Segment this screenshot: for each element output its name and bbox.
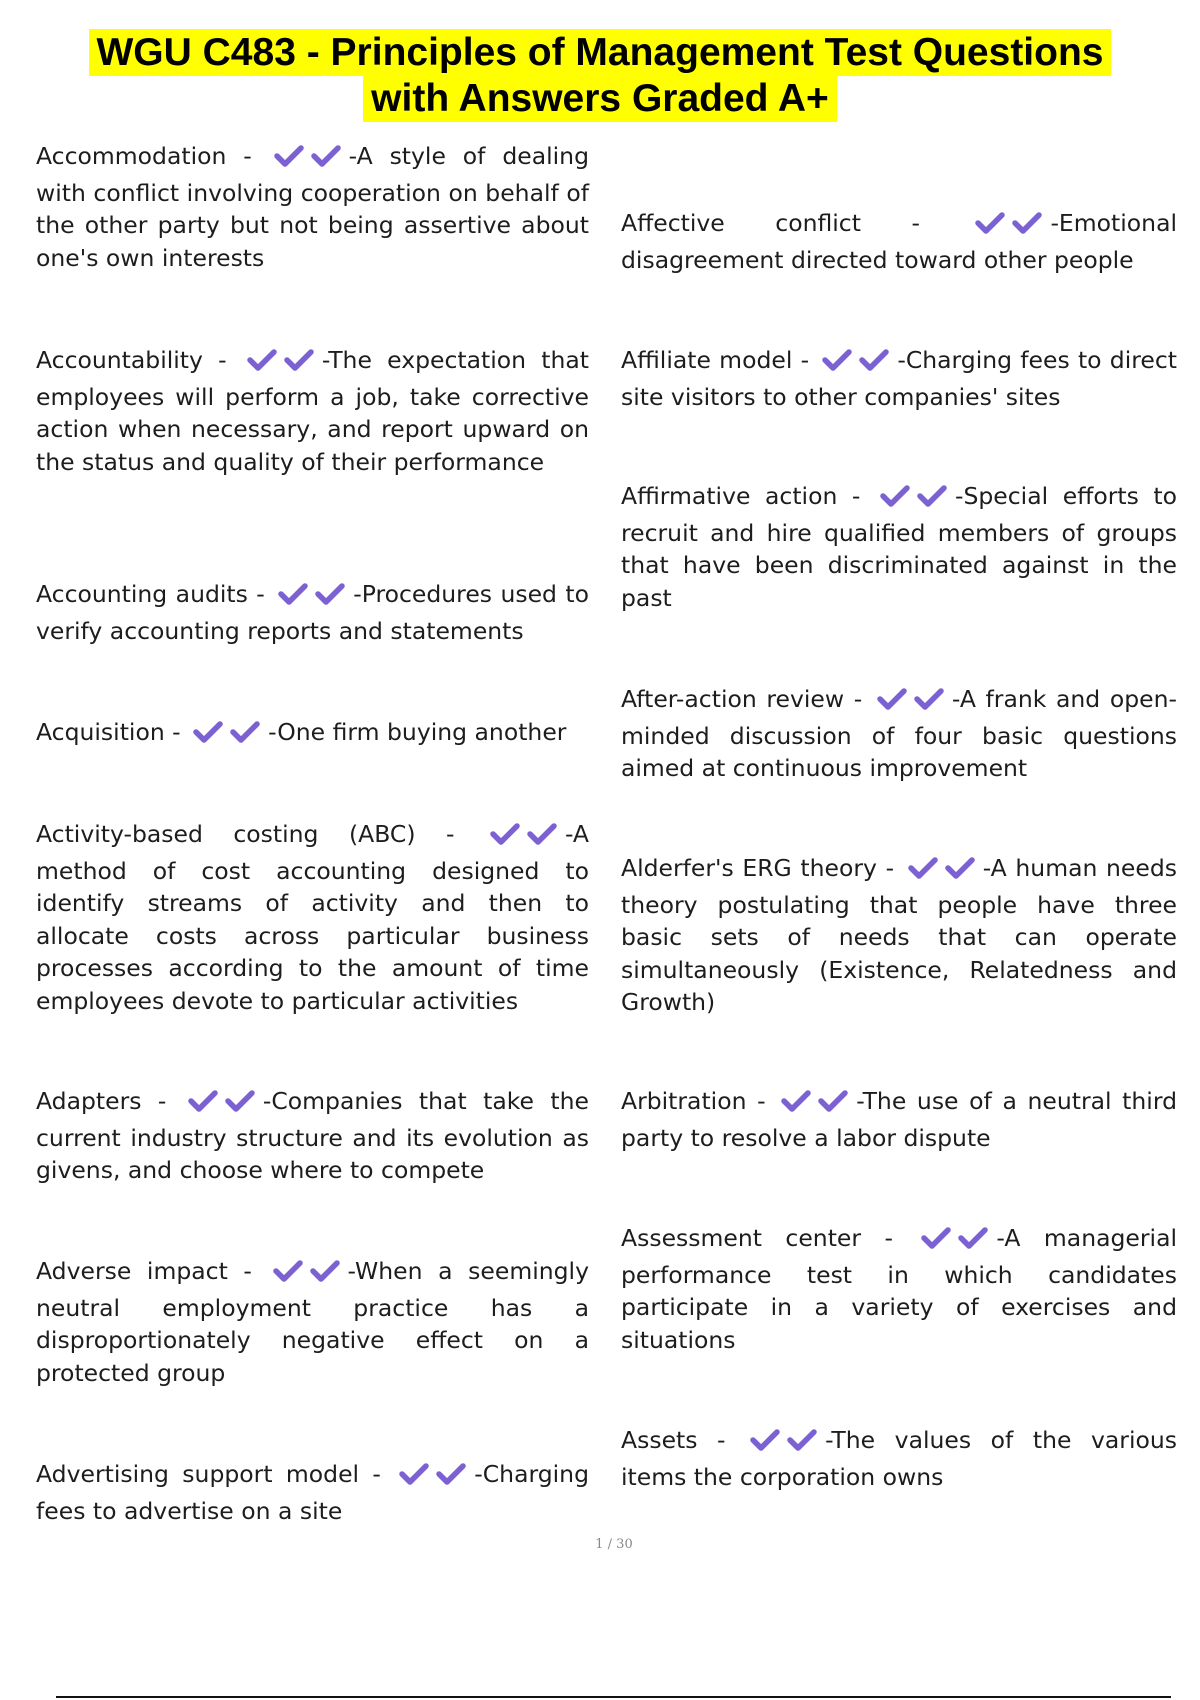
entry-definition: -Charging fees to advertise on a site <box>36 1460 589 1525</box>
entry-term: Arbitration - <box>621 1087 777 1115</box>
flashcard-entry <box>621 344 1177 413</box>
flashcard-entry <box>36 716 589 753</box>
checkmark-icon <box>489 822 563 855</box>
checkmark-icon <box>749 1428 823 1461</box>
entry-term: Advertising support model - <box>36 1460 395 1488</box>
checkmark-icon <box>907 856 981 889</box>
entry-definition: -The use of a neutral third party to resolve a labor dispute <box>621 1087 1177 1152</box>
entry-term: Acquisition - <box>36 718 189 746</box>
entry-definition: -When a seemingly neutral employment practice has a disproportionately negative effect on a protected group <box>36 1257 589 1387</box>
flashcard-entry <box>36 1458 589 1527</box>
entry-term: Affirmative action - <box>621 482 875 510</box>
flashcard-entry <box>621 1222 1177 1356</box>
flashcard-entry <box>621 852 1177 1019</box>
entry-definition: -One firm buying another <box>268 718 567 746</box>
entry-definition: -The values of the various items the corporation owns <box>621 1426 1177 1491</box>
flashcard-entry <box>621 480 1177 614</box>
checkmark-icon <box>246 348 320 381</box>
entry-definition: -Special efforts to recruit and hire qualified members of groups that have been discriminated against in the past <box>621 482 1178 612</box>
entry-term: Activity-based costing (ABC) - <box>36 820 485 848</box>
title-line-1: WGU C483 - Principles of Management Test Questions <box>89 29 1112 76</box>
entry-term: Assessment center - <box>621 1224 917 1252</box>
entry-definition: -Emotional disagreement directed toward other people <box>621 209 1177 274</box>
checkmark-icon <box>398 1462 472 1495</box>
checkmark-icon <box>277 582 351 615</box>
checkmark-icon <box>821 348 895 381</box>
flashcard-entry <box>36 344 589 478</box>
page-title <box>0 30 1200 122</box>
flashcard-entry <box>621 207 1177 276</box>
flashcard-entry <box>36 1255 589 1389</box>
entry-definition: -A method of cost accounting designed to identify streams of activity and then to allocate costs across particular business processes according to the amount of time employees devote to particular activities <box>36 820 589 1015</box>
checkmark-icon <box>974 211 1048 244</box>
entry-term: Accounting audits - <box>36 580 274 608</box>
entry-term: Accommodation - <box>36 142 269 170</box>
entry-definition: -Companies that take the current industry structure and its evolution as givens, and choose where to compete <box>36 1087 589 1184</box>
checkmark-icon <box>879 484 953 517</box>
flashcard-entry <box>621 1085 1177 1154</box>
entry-definition: -A human needs theory postulating that people have three basic sets of needs that can operate simultaneously (Existence, Relatedness and Growth) <box>621 854 1177 1016</box>
entry-definition: -The expectation that employees will perform a job, take corrective action when necessary, and report upward on the status and quality of their performance <box>36 346 589 476</box>
flashcard-entry <box>36 818 589 1017</box>
checkmark-icon <box>273 144 347 177</box>
entry-term: Alderfer's ERG theory - <box>621 854 903 882</box>
checkmark-icon <box>876 687 950 720</box>
flashcard-entry <box>36 1085 589 1187</box>
checkmark-icon <box>187 1089 261 1122</box>
entry-term: Affiliate model - <box>621 346 818 374</box>
checkmark-icon <box>272 1259 346 1292</box>
flashcard-entry <box>36 140 589 274</box>
flashcard-entry <box>36 578 589 647</box>
entry-term: Accountability - <box>36 346 242 374</box>
entry-definition: -A frank and open-minded discussion of four basic questions aimed at continuous improvement <box>621 685 1177 782</box>
flashcard-entry <box>621 1424 1177 1493</box>
checkmark-icon <box>780 1089 854 1122</box>
entry-term: Affective conflict - <box>621 209 971 237</box>
entry-term: Adapters - <box>36 1087 183 1115</box>
entry-term: After-action review - <box>621 685 872 713</box>
flashcard-entry <box>621 683 1177 785</box>
entry-definition: -A style of dealing with conflict involving cooperation on behalf of the other party but not being assertive about one's own interests <box>36 142 589 272</box>
entry-definition: -Procedures used to verify accounting reports and statements <box>36 580 589 645</box>
page-number: 1 / 30 <box>595 1537 633 1552</box>
entry-definition: -Charging fees to direct site visitors to other companies' sites <box>621 346 1177 411</box>
checkmark-icon <box>920 1226 994 1259</box>
entry-definition: -A managerial performance test in which candidates participate in a variety of exercises and situations <box>621 1224 1177 1354</box>
title-line-2: with Answers Graded A+ <box>363 75 837 122</box>
checkmark-icon <box>192 720 266 753</box>
entry-term: Assets - <box>621 1426 746 1454</box>
bottom-divider <box>56 1696 1171 1698</box>
entry-term: Adverse impact - <box>36 1257 268 1285</box>
